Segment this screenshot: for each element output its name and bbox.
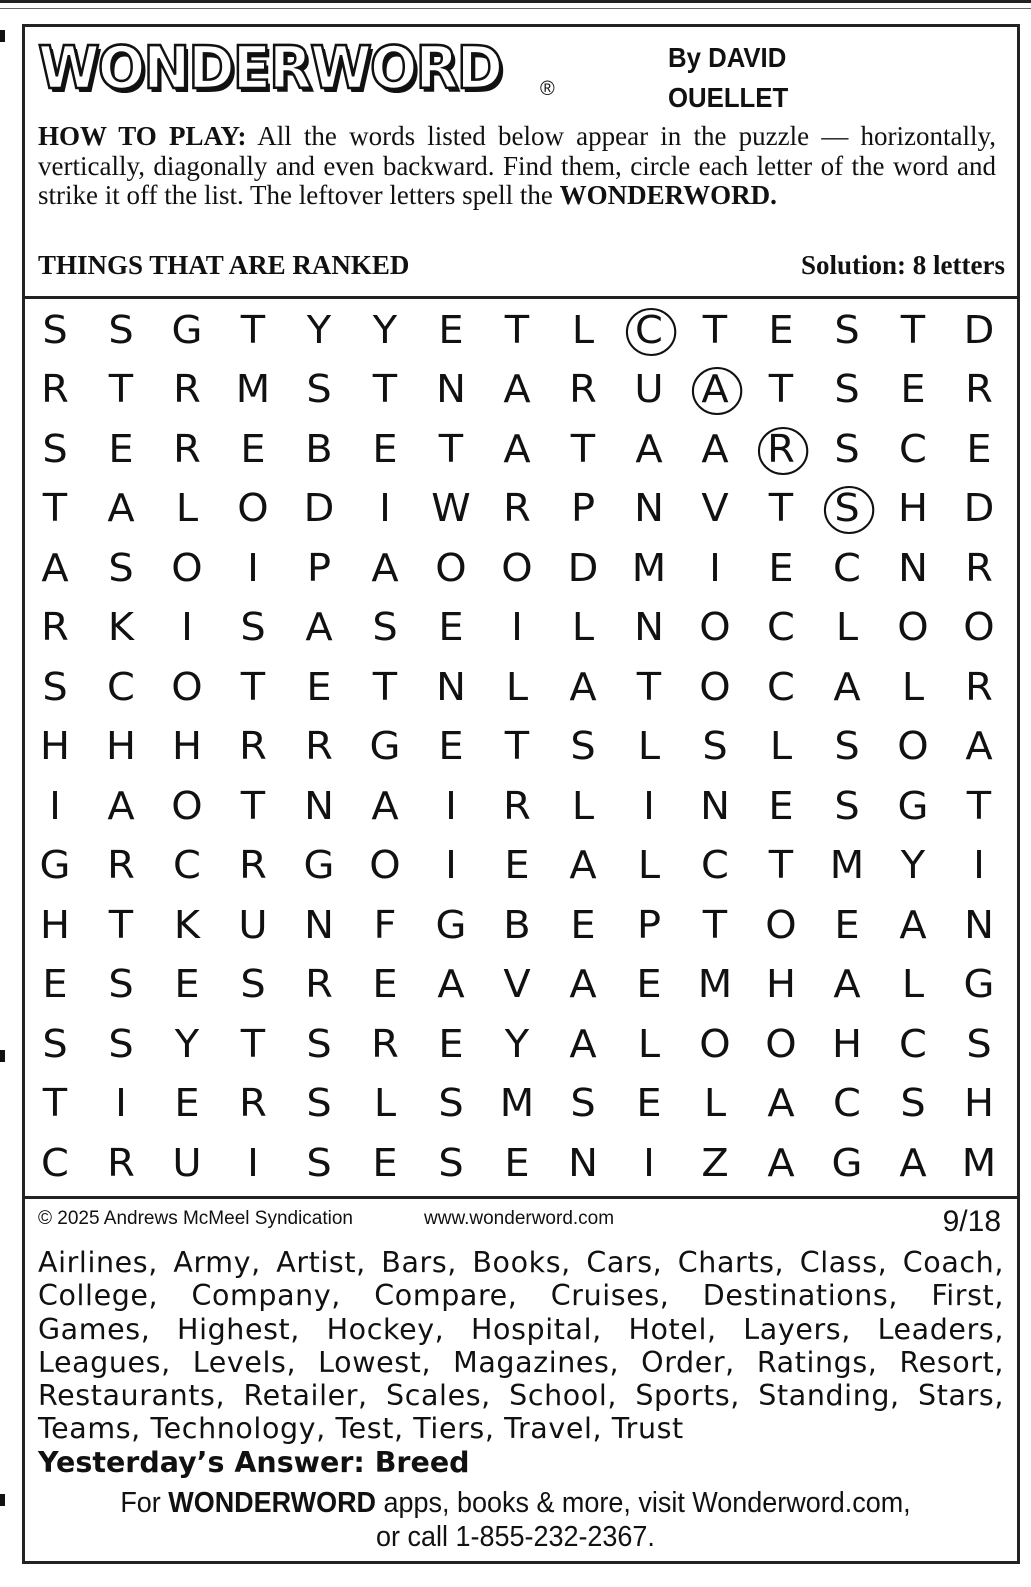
grid-letter[interactable]: E <box>108 426 134 471</box>
grid-letter[interactable]: R <box>965 545 993 590</box>
grid-letter[interactable]: T <box>438 426 464 471</box>
grid-letter[interactable]: R <box>305 724 333 769</box>
grid-letter[interactable]: T <box>372 664 398 709</box>
top-rule-thin <box>0 8 1031 9</box>
grid-letter[interactable]: A <box>107 486 135 531</box>
grid-letter[interactable]: C <box>899 426 927 471</box>
grid-letter[interactable]: E <box>768 783 794 828</box>
grid-letter[interactable]: I <box>709 545 721 590</box>
grid-letter[interactable]: H <box>963 1081 994 1126</box>
grid-letter[interactable]: C <box>767 605 795 650</box>
grid-letter[interactable]: A <box>371 545 399 590</box>
top-rule <box>0 0 1031 3</box>
grid-letter[interactable]: E <box>834 902 860 947</box>
grid-letter[interactable]: R <box>503 486 531 531</box>
grid-letter[interactable]: Y <box>372 307 398 352</box>
grid-letter[interactable]: O <box>897 605 929 650</box>
grid-letter[interactable]: Y <box>306 307 332 352</box>
puzzle-theme: THINGS THAT ARE RANKED <box>38 250 410 280</box>
grid-letter[interactable]: U <box>172 1140 202 1185</box>
grid-letter[interactable]: A <box>305 605 333 650</box>
how-to-play-label: HOW TO PLAY: <box>38 121 247 151</box>
grid-letter[interactable]: S <box>438 1140 464 1185</box>
logo-text: WONDERWORD <box>38 34 502 103</box>
byline-line-2: OUELLET <box>668 82 789 113</box>
grid-letter[interactable]: O <box>765 1021 797 1066</box>
grid-letter[interactable]: O <box>699 1021 731 1066</box>
grid-bottom-rule <box>25 1196 1017 1199</box>
grid-letter[interactable]: A <box>899 1140 927 1185</box>
grid-letter[interactable]: T <box>702 902 728 947</box>
grid-letter[interactable]: S <box>42 307 68 352</box>
grid-letter[interactable]: C <box>701 843 729 888</box>
grid-letter[interactable]: S <box>834 367 860 412</box>
grid-letter[interactable]: D <box>303 486 335 531</box>
edge-mark <box>0 1494 5 1506</box>
grid-letter[interactable]: O <box>699 664 731 709</box>
byline <box>668 38 788 118</box>
yesterday-answer: Yesterday’s Answer: Breed <box>38 1446 470 1479</box>
grid-letter[interactable]: F <box>373 902 397 947</box>
grid-letter[interactable]: I <box>181 605 193 650</box>
grid-letter[interactable]: R <box>965 367 993 412</box>
grid-letter[interactable]: K <box>107 605 135 650</box>
grid-letter[interactable]: A <box>767 1081 795 1126</box>
grid-letter[interactable]: T <box>372 367 398 412</box>
grid-letter[interactable]: I <box>643 783 655 828</box>
grid-letter[interactable]: S <box>306 367 332 412</box>
grid-letter[interactable]: E <box>636 962 662 1007</box>
grid-letter[interactable]: R <box>305 962 333 1007</box>
solution-length: Solution: 8 letters <box>801 250 1005 280</box>
grid-letter[interactable]: N <box>700 783 730 828</box>
grid-letter[interactable]: T <box>108 902 134 947</box>
grid-letter[interactable]: P <box>636 902 662 947</box>
grid-letter[interactable]: T <box>900 307 926 352</box>
grid-letter[interactable]: T <box>768 367 794 412</box>
grid-letter[interactable]: L <box>637 724 661 769</box>
grid-letter[interactable]: M <box>829 843 865 888</box>
registered-mark: ® <box>540 78 555 100</box>
grid-letter[interactable]: A <box>833 664 861 709</box>
grid-letter[interactable]: A <box>680 360 749 420</box>
grid-letter[interactable]: E <box>372 1140 398 1185</box>
grid-letter[interactable]: G <box>39 843 71 888</box>
grid-letter[interactable]: S <box>372 605 398 650</box>
grid-letter[interactable]: E <box>966 426 992 471</box>
grid-letter[interactable]: N <box>634 605 664 650</box>
grid-letter[interactable]: M <box>235 367 271 412</box>
grid-letter[interactable]: S <box>702 724 728 769</box>
grid-letter[interactable]: A <box>569 843 597 888</box>
website-link[interactable]: www.wonderword.com <box>424 1208 615 1229</box>
grid-letter[interactable]: K <box>173 902 201 947</box>
grid-letter[interactable]: S <box>306 1140 332 1185</box>
grid-letter[interactable]: S <box>306 1021 332 1066</box>
grid-letter[interactable]: S <box>834 724 860 769</box>
grid-letter[interactable]: E <box>438 307 464 352</box>
grid-letter[interactable]: O <box>699 605 731 650</box>
grid-letter[interactable]: A <box>569 1021 597 1066</box>
grid-letter[interactable]: L <box>505 664 529 709</box>
grid-letter[interactable]: C <box>833 1081 861 1126</box>
grid-letter[interactable]: A <box>371 783 399 828</box>
grid-letter[interactable]: G <box>369 724 401 769</box>
copyright: © 2025 Andrews McMeel Syndication <box>38 1208 353 1229</box>
grid-letter[interactable]: O <box>237 486 269 531</box>
grid-letter[interactable]: S <box>42 1021 68 1066</box>
grid-letter[interactable]: G <box>831 1140 863 1185</box>
grid-letter[interactable]: E <box>570 902 596 947</box>
grid-letter[interactable]: D <box>567 545 599 590</box>
grid-letter[interactable]: I <box>379 486 391 531</box>
grid-letter[interactable]: S <box>42 426 68 471</box>
grid-letter[interactable]: L <box>637 843 661 888</box>
grid-letter[interactable]: A <box>635 426 663 471</box>
grid-letter[interactable]: R <box>41 605 69 650</box>
grid-letter[interactable]: O <box>171 545 203 590</box>
how-to-play <box>38 122 996 211</box>
grid-letter[interactable]: D <box>963 486 995 531</box>
grid-letter[interactable]: T <box>504 724 530 769</box>
grid-letter[interactable]: V <box>701 486 729 531</box>
grid-letter[interactable]: E <box>438 605 464 650</box>
grid-letter[interactable]: R <box>239 843 267 888</box>
grid-letter[interactable]: S <box>834 307 860 352</box>
promo-prefix: For <box>120 1487 169 1519</box>
grid-letter[interactable]: S <box>570 1081 596 1126</box>
grid-letter[interactable]: B <box>503 902 531 947</box>
grid-letter[interactable]: E <box>900 367 926 412</box>
grid-letter[interactable]: U <box>634 367 664 412</box>
grid-letter[interactable]: A <box>569 962 597 1007</box>
grid-top-rule <box>25 296 1017 299</box>
grid-letter[interactable]: N <box>436 664 466 709</box>
grid-letter[interactable]: T <box>240 1021 266 1066</box>
grid-letter[interactable]: R <box>239 1081 267 1126</box>
grid-letter[interactable]: A <box>701 426 729 471</box>
grid-letter[interactable]: Y <box>504 1021 530 1066</box>
grid-letter[interactable]: T <box>108 367 134 412</box>
grid-letter[interactable]: U <box>238 902 268 947</box>
grid-letter[interactable]: I <box>511 605 523 650</box>
grid-letter[interactable]: S <box>240 962 266 1007</box>
grid-letter[interactable]: A <box>107 783 135 828</box>
grid-letter[interactable]: T <box>504 307 530 352</box>
grid-letter[interactable]: E <box>372 426 398 471</box>
grid-letter[interactable]: T <box>768 843 794 888</box>
grid-letter[interactable]: E <box>768 307 794 352</box>
grid-letter[interactable]: S <box>966 1021 992 1066</box>
grid-letter[interactable]: T <box>240 664 266 709</box>
grid-letter[interactable]: E <box>636 1081 662 1126</box>
grid-letter[interactable]: A <box>41 545 69 590</box>
grid-letter[interactable]: E <box>504 1140 530 1185</box>
grid-letter[interactable]: R <box>41 367 69 412</box>
grid-letter[interactable]: V <box>503 962 531 1007</box>
grid-letter[interactable]: E <box>504 843 530 888</box>
grid-letter[interactable]: C <box>833 545 861 590</box>
grid-letter[interactable]: C <box>899 1021 927 1066</box>
grid-letter[interactable]: O <box>435 545 467 590</box>
grid-letter[interactable]: A <box>833 962 861 1007</box>
grid-letter[interactable]: E <box>174 1081 200 1126</box>
grid-letter[interactable]: R <box>746 419 815 479</box>
grid-letter[interactable]: O <box>501 545 533 590</box>
grid-letter[interactable]: H <box>171 724 202 769</box>
grid-letter[interactable]: N <box>304 902 334 947</box>
grid-letter[interactable]: S <box>108 962 134 1007</box>
grid-letter[interactable]: O <box>369 843 401 888</box>
grid-letter[interactable]: T <box>702 307 728 352</box>
grid-letter[interactable]: M <box>631 545 667 590</box>
grid-letter[interactable]: L <box>571 783 595 828</box>
promo-line-1 <box>36 1486 995 1520</box>
grid-letter[interactable]: H <box>831 1021 862 1066</box>
wonderword-logo <box>38 34 598 108</box>
grid-letter[interactable]: M <box>697 962 733 1007</box>
grid-letter[interactable]: T <box>42 1081 68 1126</box>
promo-brand: WONDERWORD <box>168 1487 377 1519</box>
grid-letter[interactable]: E <box>438 1021 464 1066</box>
grid-letter[interactable]: S <box>42 664 68 709</box>
grid-letter[interactable]: R <box>371 1021 399 1066</box>
grid-letter[interactable]: I <box>445 843 457 888</box>
grid-letter[interactable]: N <box>898 545 928 590</box>
how-to-play-text: All the words listed below appear in the puzzle — horizontally, vertically, diagonally and even backward. Find them, circle each letter of the word and strike it off the list. The leftover letters spell the <box>38 121 996 210</box>
byline-line-1: By DAVID <box>668 42 787 73</box>
grid-letter[interactable]: E <box>42 962 68 1007</box>
grid-letter[interactable]: I <box>49 783 61 828</box>
grid-letter[interactable]: Y <box>174 1021 200 1066</box>
grid-letter[interactable]: G <box>963 962 995 1007</box>
grid-letter[interactable]: L <box>637 1021 661 1066</box>
grid-letter[interactable]: I <box>247 545 259 590</box>
grid-letter[interactable]: T <box>768 486 794 531</box>
promo-line-2: or call 1-855-232-2367. <box>376 1521 655 1553</box>
edge-mark <box>0 1050 5 1062</box>
grid-letter[interactable]: C <box>41 1140 69 1185</box>
grid-letter[interactable]: Z <box>701 1140 729 1185</box>
grid-letter[interactable]: R <box>173 426 201 471</box>
grid-letter[interactable]: N <box>568 1140 598 1185</box>
grid-letter[interactable]: S <box>834 426 860 471</box>
grid-letter[interactable]: H <box>105 724 136 769</box>
promo <box>36 1486 995 1554</box>
grid-letter[interactable]: T <box>636 664 662 709</box>
grid-letter[interactable]: R <box>965 664 993 709</box>
grid-letter[interactable]: L <box>571 307 595 352</box>
grid-letter[interactable]: A <box>437 962 465 1007</box>
grid-letter[interactable]: L <box>835 605 859 650</box>
grid-letter[interactable]: H <box>897 486 928 531</box>
grid-letter[interactable]: G <box>171 307 203 352</box>
grid-letter[interactable]: I <box>115 1081 127 1126</box>
grid-letter[interactable]: G <box>897 783 929 828</box>
grid-letter[interactable]: O <box>897 724 929 769</box>
grid-letter[interactable]: L <box>901 962 925 1007</box>
grid-letter[interactable]: S <box>812 479 881 539</box>
grid-letter[interactable]: R <box>173 367 201 412</box>
grid-letter[interactable]: W <box>431 486 471 531</box>
grid-letter[interactable]: N <box>436 367 466 412</box>
grid-letter[interactable]: R <box>569 367 597 412</box>
grid-letter[interactable]: N <box>634 486 664 531</box>
grid-letter[interactable]: S <box>570 724 596 769</box>
grid-letter[interactable]: E <box>372 962 398 1007</box>
grid-letter[interactable]: M <box>961 1140 997 1185</box>
grid-letter[interactable]: E <box>438 724 464 769</box>
grid-letter[interactable]: T <box>240 307 266 352</box>
how-to-play-end-word: WONDERWORD. <box>559 180 777 210</box>
grid-letter[interactable]: B <box>305 426 333 471</box>
grid-letter[interactable]: H <box>765 962 796 1007</box>
edge-mark <box>0 30 5 42</box>
grid-letter[interactable]: I <box>643 1140 655 1185</box>
grid-letter[interactable]: L <box>769 724 793 769</box>
grid-letter[interactable]: H <box>39 724 70 769</box>
grid-letter[interactable]: L <box>901 664 925 709</box>
grid-letter[interactable]: R <box>107 1140 135 1185</box>
grid-letter[interactable]: L <box>373 1081 397 1126</box>
grid-letter[interactable]: S <box>306 1081 332 1126</box>
puzzle-date: 9/18 <box>942 1205 1001 1238</box>
grid-letter[interactable]: O <box>171 783 203 828</box>
grid-letter[interactable]: L <box>571 605 595 650</box>
grid-letter[interactable]: T <box>42 486 68 531</box>
grid-letter[interactable]: C <box>767 664 795 709</box>
grid-letter[interactable]: A <box>569 664 597 709</box>
grid-letter[interactable]: R <box>503 783 531 828</box>
grid-letter[interactable]: G <box>435 902 467 947</box>
grid-letter[interactable]: I <box>445 783 457 828</box>
grid-letter[interactable]: I <box>247 1140 259 1185</box>
grid-letter[interactable]: E <box>240 426 266 471</box>
grid-letter[interactable]: Y <box>900 843 926 888</box>
grid-letter[interactable]: N <box>964 902 994 947</box>
grid-letter[interactable]: A <box>767 1140 795 1185</box>
grid-letter[interactable]: E <box>174 962 200 1007</box>
grid-letter[interactable]: R <box>107 843 135 888</box>
grid-letter[interactable]: D <box>963 307 995 352</box>
grid-letter[interactable]: O <box>171 664 203 709</box>
grid-letter[interactable]: A <box>503 426 531 471</box>
grid-letter[interactable]: S <box>438 1081 464 1126</box>
grid-letter[interactable]: I <box>973 843 985 888</box>
promo-line-1-rest: apps, books & more, visit Wonderword.com, <box>376 1487 911 1519</box>
grid-letter[interactable]: S <box>108 1021 134 1066</box>
letter-grid <box>22 300 1014 1192</box>
grid-letter[interactable]: C <box>173 843 201 888</box>
grid-letter[interactable]: T <box>570 426 596 471</box>
grid-letter[interactable]: O <box>765 902 797 947</box>
grid-letter[interactable]: S <box>108 545 134 590</box>
grid-letter[interactable]: G <box>303 843 335 888</box>
grid-letter[interactable]: P <box>570 486 596 531</box>
grid-letter[interactable]: L <box>703 1081 727 1126</box>
grid-letter[interactable]: A <box>965 724 993 769</box>
grid-letter[interactable]: O <box>963 605 995 650</box>
grid-letter[interactable]: E <box>306 664 332 709</box>
grid-letter[interactable]: L <box>175 486 199 531</box>
grid-letter[interactable]: S <box>900 1081 926 1126</box>
grid-letter[interactable]: T <box>966 783 992 828</box>
grid-letter[interactable]: A <box>899 902 927 947</box>
grid-letter[interactable]: H <box>39 902 70 947</box>
grid-letter[interactable]: A <box>503 367 531 412</box>
grid-letter[interactable]: S <box>108 307 134 352</box>
grid-letter[interactable]: T <box>240 783 266 828</box>
grid-letter[interactable]: M <box>499 1081 535 1126</box>
grid-letter[interactable]: P <box>306 545 332 590</box>
grid-letter[interactable]: C <box>614 300 683 360</box>
word-list: Airlines, Army, Artist, Bars, Books, Cars, Charts, Class, Coach, College, Company, Compare, Cruises, Destinations, First, Games, Highest, Hockey, Hospital, Hotel, Layers, Leaders, Leagues, Levels, Lowest, Magazines, Order, Ratings, Resort, Restaurants, Retailer, Scales, School, Sports, Standing, Stars, Teams, Technology, Test, Tiers, Travel, Trust <box>38 1246 1004 1446</box>
grid-letter[interactable]: N <box>304 783 334 828</box>
grid-letter[interactable]: C <box>107 664 135 709</box>
grid-letter[interactable]: S <box>834 783 860 828</box>
grid-letter[interactable]: S <box>240 605 266 650</box>
grid-letter[interactable]: E <box>768 545 794 590</box>
grid-letter[interactable]: R <box>239 724 267 769</box>
